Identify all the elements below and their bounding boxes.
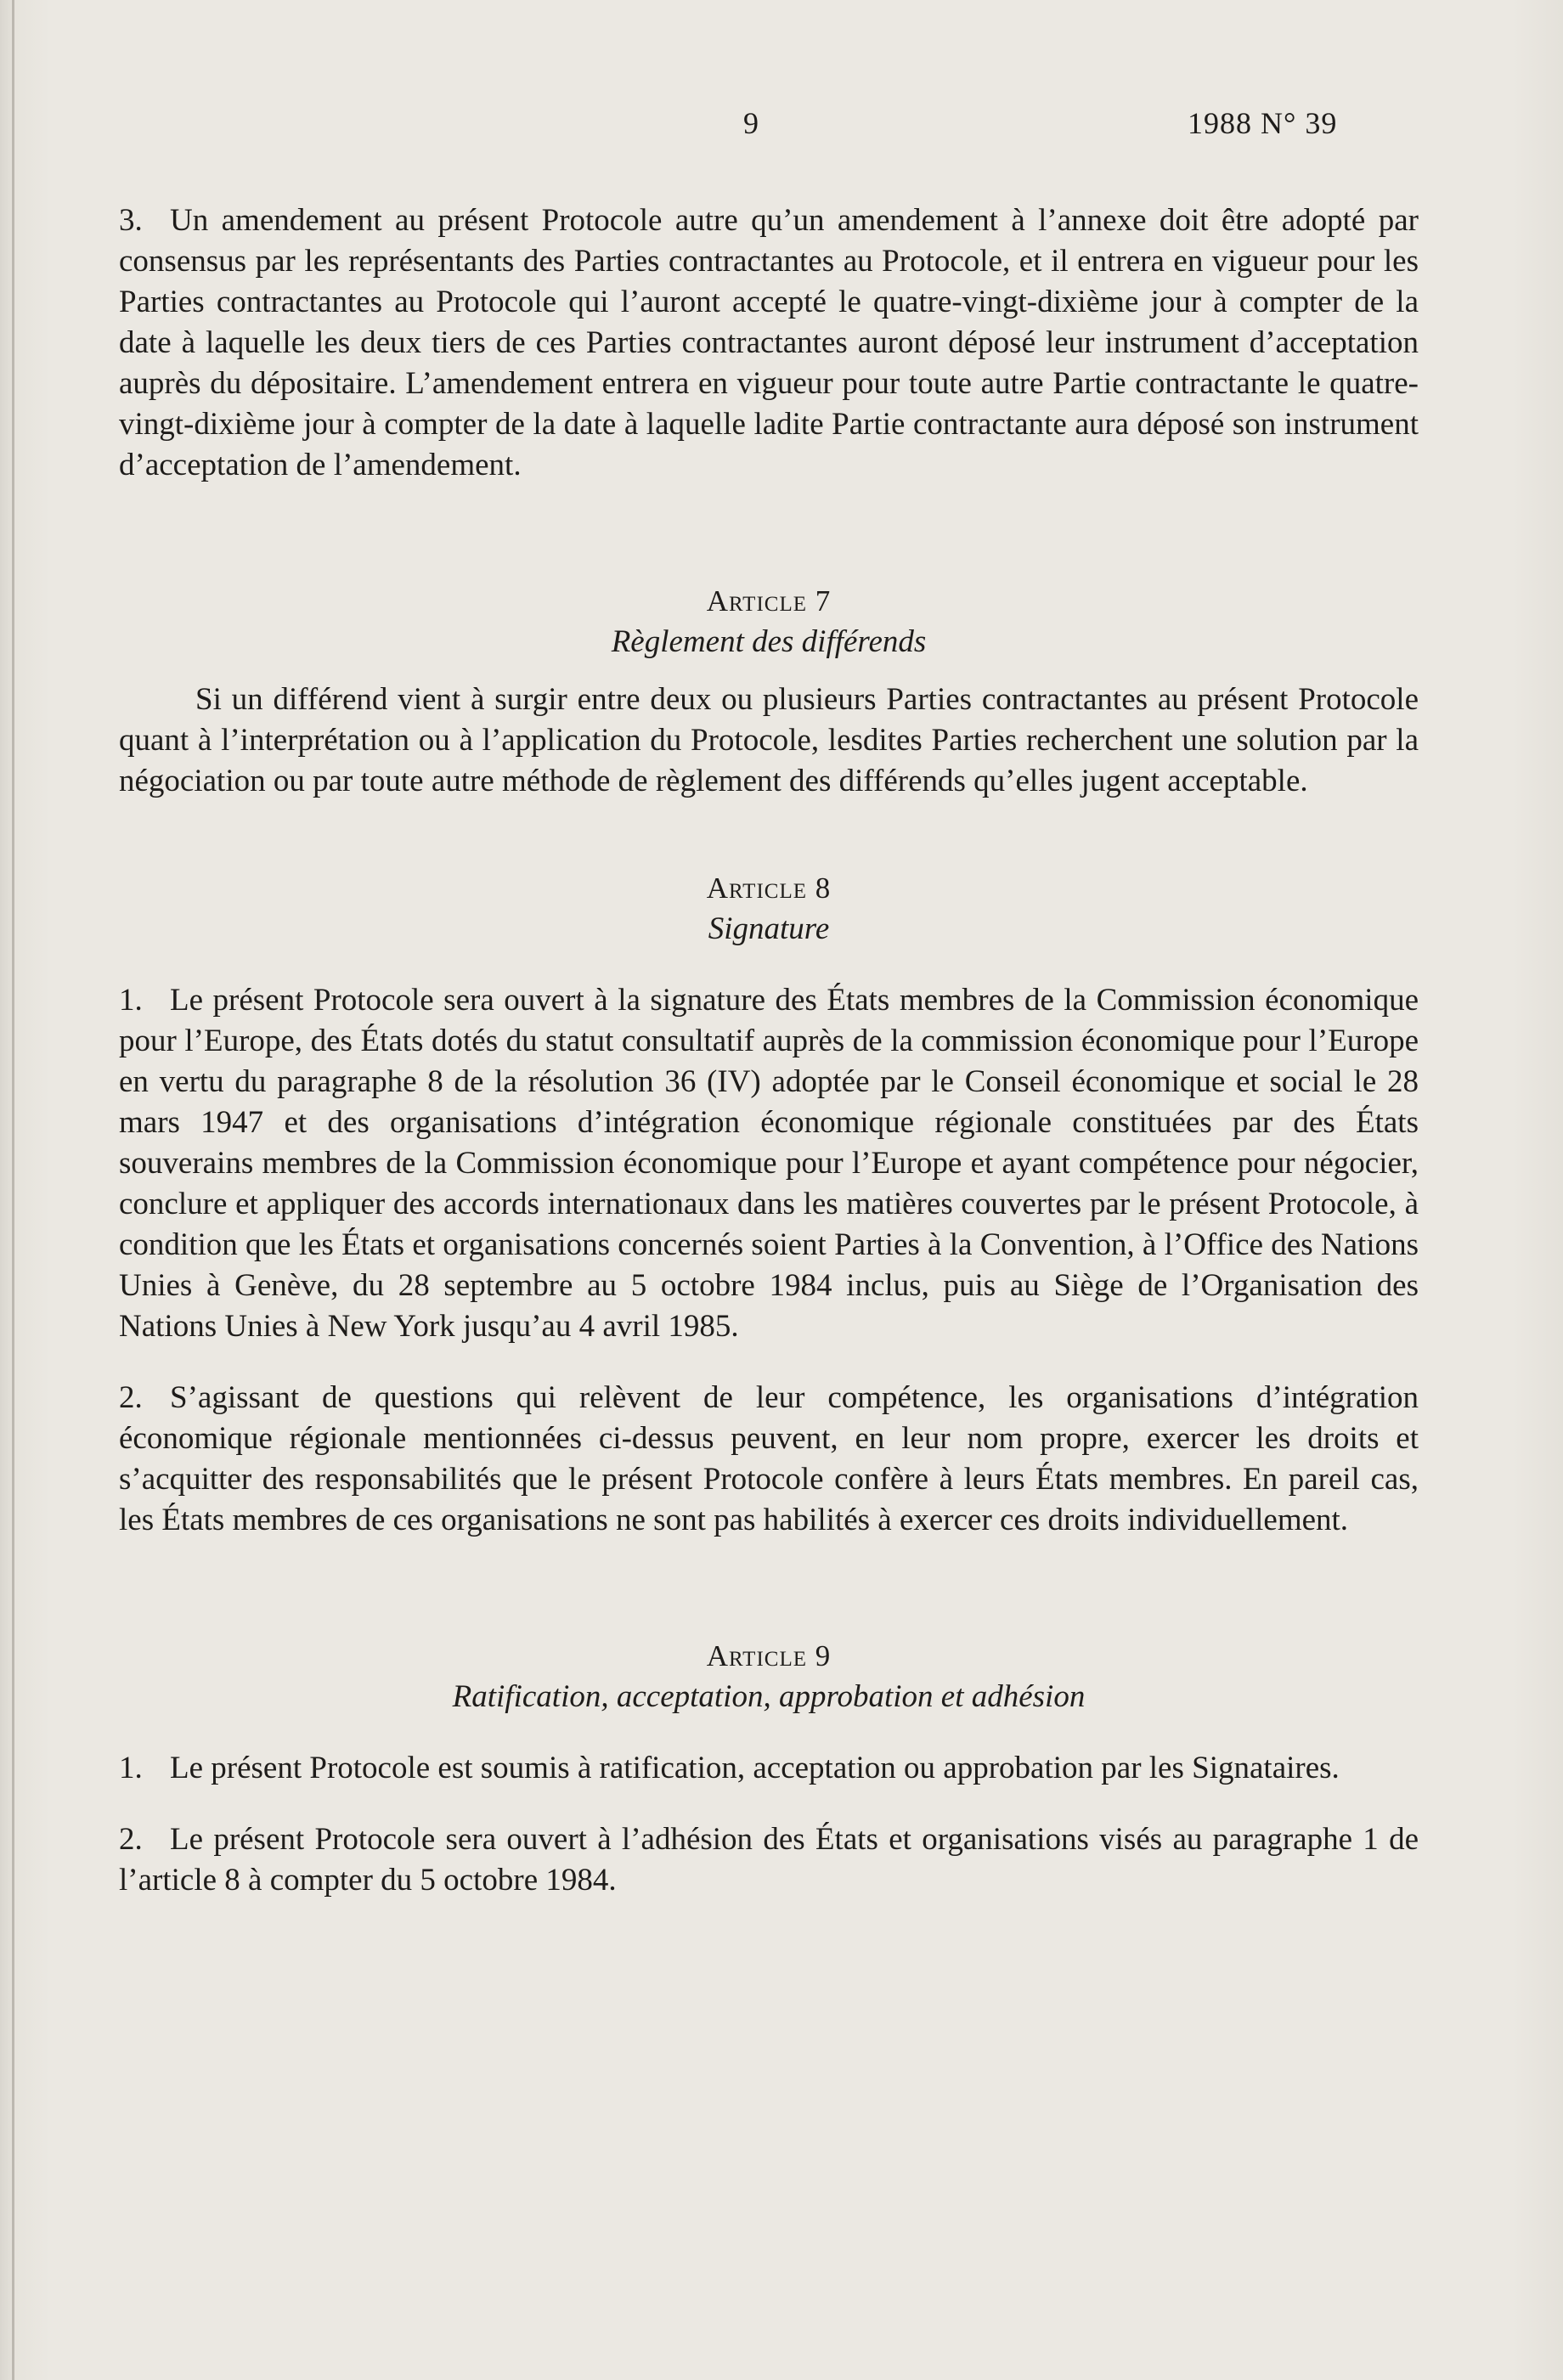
article-7-paragraph: Si un différend vient à surgir entre deux ou plusieurs Parties contractantes au présent Protocole quant à l’interprétation ou à l’application du Protocole, lesdites Parties recherchent une solution par la négociation ou par toute autre méthode de règlement des différends qu’elles jugent acceptable. xyxy=(119,682,1419,798)
paragraph-text: Le présent Protocole est soumis à ratification, acceptation ou approbation par les Signataires. xyxy=(170,1751,1340,1785)
article-9-paragraph-2 xyxy=(119,1819,1419,1901)
paragraph-number: 3. xyxy=(119,203,143,238)
paragraph-text: Le présent Protocole sera ouvert à la signature des États membres de la Commission économique pour l’Europe, des États dotés du statut consultatif auprès de la commission économique pour l’Europe en vertu du paragraphe 8 de la résolution 36 (IV) adoptée par le Conseil économique et social le 28 mars 1947 et des organisations d’intégration économique régionale constituées par des États souverains membres de la Commission économique pour l’Europe et ayant compétence pour négocier, conclure et appliquer des accords internationaux dans les matières couvertes par le présent Protocole, à condition que les États et organisations concernés soient Parties à la Convention, à l’Office des Nations Unies à Genève, du 28 septembre au 5 octobre 1984 inclus, puis au Siège de l’Organisation des Nations Unies à New York jusqu’au 4 avril 1985. xyxy=(119,983,1419,1344)
article-8-paragraph-1 xyxy=(119,980,1419,1347)
paragraph-number: 2. xyxy=(119,1380,143,1415)
paragraph-3 xyxy=(119,200,1419,486)
article-8-paragraph-2 xyxy=(119,1378,1419,1541)
document-reference: 1988 N° 39 xyxy=(1188,106,1338,140)
document-body xyxy=(119,200,1419,1901)
page-header xyxy=(0,105,1563,148)
paragraph-number: 1. xyxy=(119,1751,143,1785)
paragraph-number: 1. xyxy=(119,983,143,1018)
article-7-title: Règlement des différends xyxy=(611,624,927,659)
paragraph-text: Un amendement au présent Protocole autre qu’un amendement à l’annexe doit être adopté par consensus par les représentants des Parties contractantes au Protocole, et il entrera en vigueur pour les Parties contractantes au Protocole qui l’auront accepté le quatre-vingt-dixième jour à compter de la date à laquelle les deux tiers de ces Parties contractantes auront déposé leur instrument d’acceptation auprès du dépositaire. L’amendement entrera en vigueur pour toute autre Partie contractante le quatre-vingt-dixième jour à compter de la date à laquelle ladite Partie contractante aura déposé son instrument d’acceptation de l’amendement. xyxy=(119,203,1419,482)
binding-edge xyxy=(12,0,14,2380)
article-8-title: Signature xyxy=(708,911,830,946)
paragraph-number: 2. xyxy=(119,1822,143,1857)
article-8-heading: Article 8 xyxy=(706,871,832,905)
article-9-paragraph-1 xyxy=(119,1748,1419,1789)
paragraph-text: S’agissant de questions qui relèvent de leur compétence, les organisations d’intégration économique régionale mentionnées ci-dessus peuvent, en leur nom propre, exercer les droits et s’acquitter des responsabilités que le présent Protocole confère à leurs États membres. En pareil cas, les États membres de ces organisations ne sont pas habilités à exercer ces droits individuellement. xyxy=(119,1380,1419,1537)
page-number: 9 xyxy=(743,106,759,140)
article-7-heading: Article 7 xyxy=(706,584,832,618)
article-9-heading: Article 9 xyxy=(706,1639,832,1672)
article-9-title: Ratification, acceptation, approbation et adhésion xyxy=(452,1679,1086,1714)
paragraph-text: Le présent Protocole sera ouvert à l’adhésion des États et organisations visés au paragraphe 1 de l’article 8 à compter du 5 octobre 1984. xyxy=(119,1822,1419,1898)
